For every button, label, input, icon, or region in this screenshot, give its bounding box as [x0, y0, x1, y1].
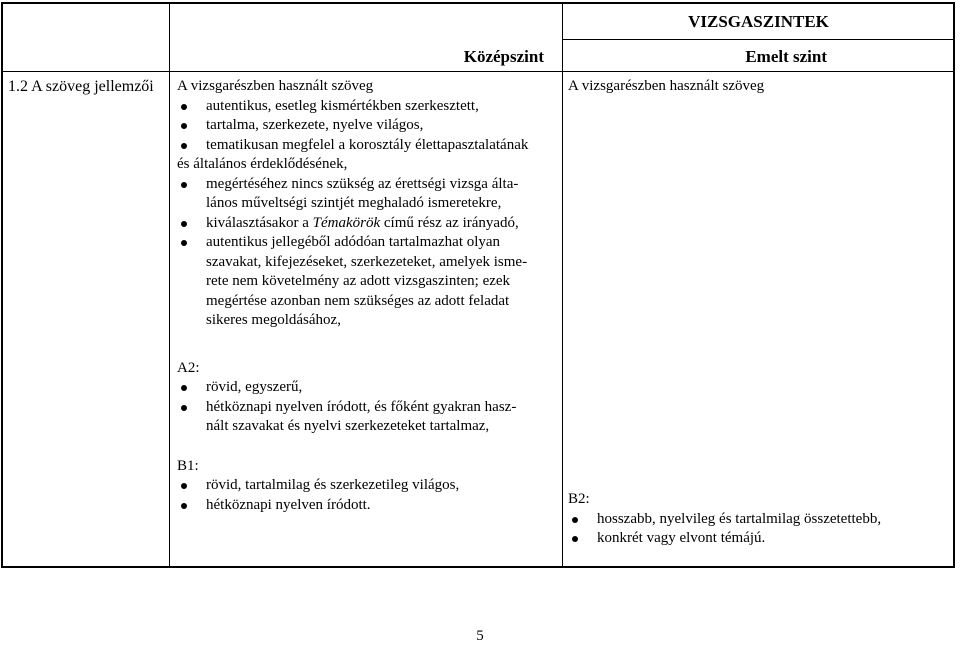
list-item: konkrét vagy elvont témájú. [568, 529, 953, 549]
mid-level-cell [177, 77, 557, 515]
list-item: hosszabb, nyelvileg és tartalmilag összetettebb, [568, 510, 953, 530]
list-item-continuation: nált szavakat és nyelvi szerkezeteket tartalmaz, [206, 418, 490, 434]
list-item: tartalma, szerkezete, nyelve világos, [177, 116, 557, 136]
list-item: autentikus, esetleg kismértékben szerkesztett, [177, 97, 557, 117]
requirements-table [1, 2, 955, 568]
list-item: megértéséhez nincs szükség az érettségi vizsga álta- [177, 175, 557, 195]
column-divider [562, 4, 563, 566]
list-item-continuation: sikeres megoldásához, [206, 312, 341, 328]
list-item-continuation: és általános érdeklődésének, [177, 156, 348, 172]
row-label: 1.2 A szöveg jellemzői [8, 78, 154, 95]
header-advanced-level: Emelt szint [745, 47, 827, 66]
list-item: hétköznapi nyelven íródott, és főként gyakran hasz- [177, 398, 557, 418]
list-item: rövid, tartalmilag és szerkezetileg világos, [177, 476, 557, 496]
list-item-continuation: rete nem követelmény az adott vizsgaszinten; ezek [206, 273, 511, 289]
adv-intro: A vizsgarészben használt szöveg [568, 78, 765, 94]
list-item: kiválasztásakor a Témakörök című rész az irányadó, [177, 214, 557, 234]
list-item: hétköznapi nyelven íródott. [177, 496, 557, 516]
header-title: VIZSGASZINTEK [688, 12, 829, 31]
list-item: autentikus jellegéből adódóan tartalmazhat olyan [177, 233, 557, 253]
list-item-continuation: lános műveltségi szintjét meghaladó ismeretekre, [206, 195, 502, 211]
mid-intro: A vizsgarészben használt szöveg [177, 78, 374, 94]
list-item: rövid, egyszerű, [177, 378, 557, 398]
advanced-level-cell [568, 77, 953, 97]
header-divider [3, 71, 953, 72]
list-item-continuation: szavakat, kifejezéseket, szerkezeteket, amelyek isme- [206, 253, 528, 270]
page-number: 5 [476, 628, 484, 644]
advanced-b2-block [568, 490, 953, 549]
level-label-b1: B1: [177, 457, 199, 474]
header-mid-level: Középszint [463, 47, 544, 66]
column-divider [169, 4, 170, 566]
level-label-a2: A2: [177, 359, 200, 376]
level-label-b2: B2: [568, 491, 590, 507]
list-item-continuation: megértése azonban nem szükséges az adott feladat [206, 292, 510, 309]
list-item: tematikusan megfelel a korosztály élettapasztalatának [177, 136, 557, 156]
header-divider [562, 39, 953, 40]
